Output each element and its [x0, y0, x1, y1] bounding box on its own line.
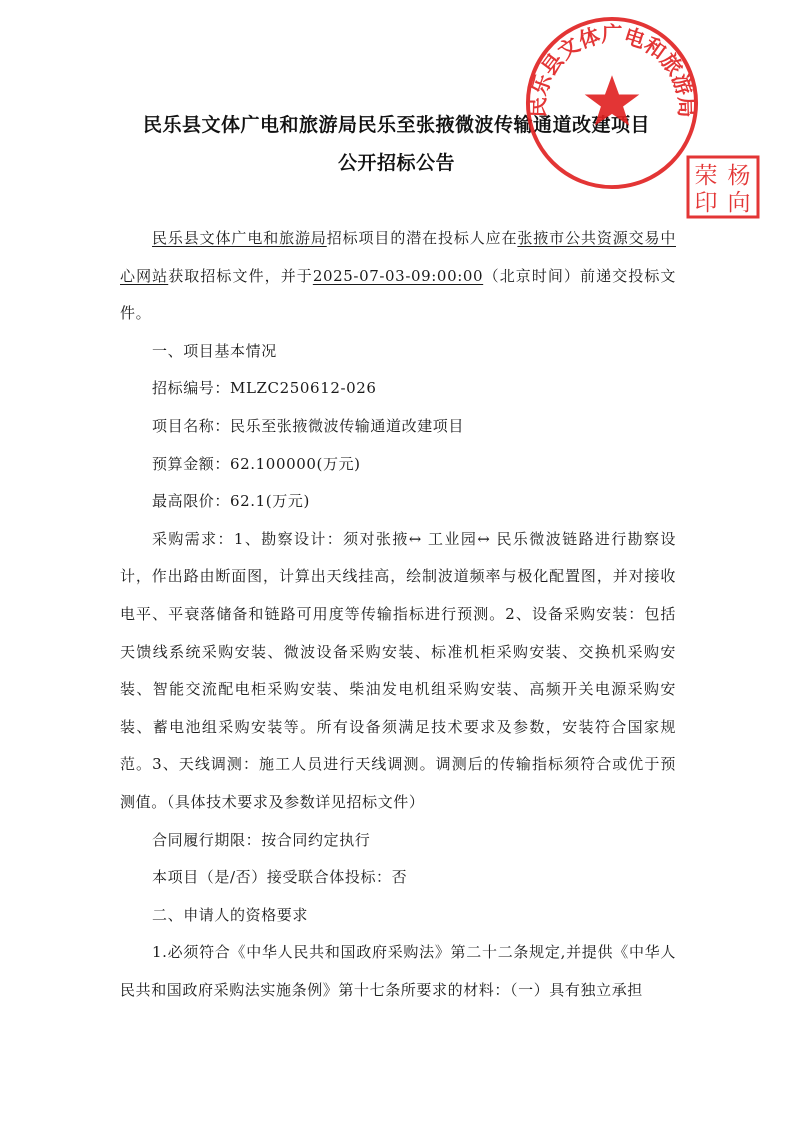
stamp-char-3: 印: [694, 190, 718, 216]
project-name: 项目名称：民乐至张掖微波传输通道改建项目: [152, 416, 465, 435]
bid-number: 招标编号：MLZC250612-026: [152, 379, 377, 398]
document-body: [120, 220, 676, 1009]
contract-period: 合同履行期限：按合同约定执行: [152, 830, 371, 849]
title-line-2: 公开招标公告: [337, 152, 455, 174]
max-price: 最高限价：62.1(万元): [152, 492, 310, 511]
consortium-bidding: 本项目（是/否）接受联合体投标：否: [152, 868, 408, 887]
title-line-1: 民乐县文体广电和旅游局民乐至张掖微波传输通道改建项目: [142, 114, 650, 136]
seal-text: 民乐县文体广电和旅游局: [525, 22, 699, 118]
section-2-heading: 二、申请人的资格要求: [152, 905, 309, 924]
intro-text-2: 获取招标文件，并于: [168, 266, 313, 285]
section-1-heading: 一、项目基本情况: [152, 341, 277, 360]
purchaser-name: 民乐县文体广电和旅游局: [152, 229, 327, 247]
intro-text-3: （北京时间）前递交投标文件。: [120, 266, 676, 323]
seal-star: [585, 75, 640, 125]
stamp-char-4: 向: [727, 190, 751, 216]
deadline: 2025-07-03-09:00:00: [312, 266, 484, 285]
intro-paragraph: [120, 220, 676, 333]
official-seal-icon: [523, 14, 701, 192]
budget-amount: 预算金额：62.100000(万元): [152, 454, 361, 473]
intro-text-1: 招标项目的潜在投标人应在: [326, 229, 518, 247]
platform-name: 张掖市公共资源交易中心网站: [120, 229, 676, 285]
qualification-1: 1.必须符合《中华人民共和国政府采购法》第二十二条规定,并提供《中华人民共和国政府采购法实施条例》第十七条所要求的材料：（一）具有独立承担: [120, 943, 676, 999]
stamp-char-1: 荣: [694, 163, 718, 189]
procurement-requirements: 采购需求：1、勘察设计：须对张掖↔ 工业园↔ 民乐微波链路进行勘察设计，作出路由断面图，计算出天线挂高，绘制波道频率与极化配置图，并对接收电平、平衰落储备和链路可用度等传输指标进行预测。2、设备采购安装：包括天馈线系统采购安装、微波设备采购安装、标准机柜采购安装、交换机采购安装、智能交流配电柜采购安装、柴油发电机组采购安装、高频开关电源采购安装、蓄电池组采购安装等。所有设备须满足技术要求及参数，安装符合国家规范。3、天线调测：施工人员进行天线调测。调测后的传输指标须符合或优于预测值。（具体技术要求及参数详见招标文件）: [120, 529, 676, 811]
stamp-char-2: 杨: [727, 163, 751, 189]
personal-stamp-icon: [686, 155, 760, 219]
